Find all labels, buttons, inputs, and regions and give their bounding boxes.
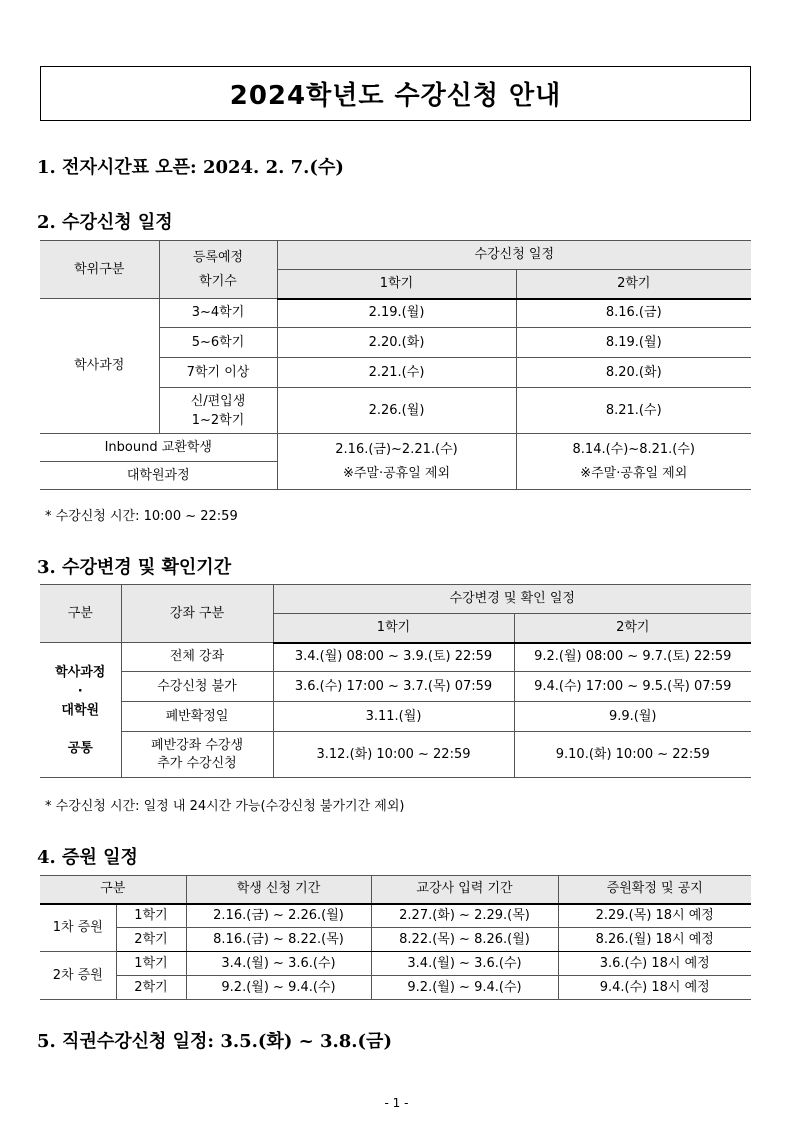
- table-cell-sem2: 8.21.(수): [516, 388, 751, 434]
- table-cell-sem1: 3.6.(수) 17:00 ~ 3.7.(목) 07:59: [273, 672, 514, 702]
- table-cell-sem1: 2.26.(월): [277, 388, 516, 434]
- registration-schedule-table: [40, 240, 751, 490]
- extra-sem1: 2.16.(금)~2.21.(수) ※주말·공휴일 제외: [277, 434, 516, 490]
- group-label: 1차 증원: [40, 904, 116, 952]
- header-sem1: 1학기: [273, 614, 514, 643]
- header-course: 강좌 구분: [121, 585, 273, 643]
- category-label: 학사과정 · 대학원 공통: [40, 643, 121, 778]
- table-cell-sem1: 2.19.(월): [277, 299, 516, 328]
- table-cell-confirm: 8.26.(월) 18시 예정: [558, 928, 751, 952]
- table-row-sem: 신/편입생 1~2학기: [159, 388, 277, 434]
- page-title: 2024학년도 수강신청 안내: [229, 81, 562, 111]
- table-cell-sem2: 9.4.(수) 17:00 ~ 9.5.(목) 07:59: [514, 672, 751, 702]
- grad-label: 대학원과정: [40, 462, 277, 490]
- section-5-heading: 5. 직권수강신청 일정: 3.5.(화) ~ 3.8.(금): [37, 1031, 392, 1052]
- table-cell-student: 3.4.(월) ~ 3.6.(수): [186, 952, 371, 976]
- table-cell-staff: 9.2.(월) ~ 9.4.(수): [371, 976, 558, 1000]
- table-row-sem: 3~4학기: [159, 299, 277, 328]
- table-cell-sem2: 8.20.(화): [516, 358, 751, 388]
- section-1-heading: 1. 전자시간표 오픈: 2024. 2. 7.(수): [37, 157, 344, 178]
- degree-label: 학사과정: [40, 299, 159, 434]
- table-cell-student: 9.2.(월) ~ 9.4.(수): [186, 976, 371, 1000]
- section-2-heading: 2. 수강신청 일정: [37, 212, 173, 233]
- header-semesters: 등록예정 학기수: [159, 241, 277, 299]
- section-4-heading: 4. 증원 일정: [37, 847, 138, 868]
- table-cell-confirm: 3.6.(수) 18시 예정: [558, 952, 751, 976]
- table-cell-staff: 8.22.(목) ~ 8.26.(월): [371, 928, 558, 952]
- table-row-course: 폐반강좌 수강생 추가 수강신청: [121, 732, 273, 778]
- table-row-course: 폐반확정일: [121, 702, 273, 732]
- table-cell-staff: 3.4.(월) ~ 3.6.(수): [371, 952, 558, 976]
- page-number: - 1 -: [384, 1096, 409, 1110]
- header-category: 구분: [40, 585, 121, 643]
- header-sem2: 2학기: [514, 614, 751, 643]
- table-cell-sem1: 2.20.(화): [277, 328, 516, 358]
- table-row-sem: 7학기 이상: [159, 358, 277, 388]
- header-sem1: 1학기: [277, 270, 516, 299]
- increase-schedule-table: [40, 875, 751, 1000]
- table-cell-sem2: 8.16.(금): [516, 299, 751, 328]
- table-row-sem: 5~6학기: [159, 328, 277, 358]
- table-cell-sem2: 9.9.(월): [514, 702, 751, 732]
- header-change-schedule: 수강변경 및 확인 일정: [273, 585, 751, 614]
- table-cell-sem1: 2.21.(수): [277, 358, 516, 388]
- header-sem2: 2학기: [516, 270, 751, 299]
- table-cell-sem2: 9.2.(월) 08:00 ~ 9.7.(토) 22:59: [514, 643, 751, 672]
- section-3-heading: 3. 수강변경 및 확인기간: [37, 557, 232, 578]
- table-cell-sem2: 9.10.(화) 10:00 ~ 22:59: [514, 732, 751, 778]
- header-category: 구분: [40, 876, 186, 904]
- table-row-sem: 1학기: [116, 904, 186, 928]
- section-2-note: * 수강신청 시간: 10:00 ~ 22:59: [45, 509, 238, 524]
- table-row-course: 수강신청 불가: [121, 672, 273, 702]
- change-period-table: [40, 584, 751, 778]
- header-schedule: 수강신청 일정: [277, 241, 751, 270]
- inbound-label: Inbound 교환학생: [40, 434, 277, 462]
- header-confirm: 증원확정 및 공지: [558, 876, 751, 904]
- table-cell-sem1: 3.4.(월) 08:00 ~ 3.9.(토) 22:59: [273, 643, 514, 672]
- table-cell-sem1: 3.12.(화) 10:00 ~ 22:59: [273, 732, 514, 778]
- table-row-sem: 2학기: [116, 976, 186, 1000]
- table-cell-sem2: 8.19.(월): [516, 328, 751, 358]
- header-student-period: 학생 신청 기간: [186, 876, 371, 904]
- table-row-course: 전체 강좌: [121, 643, 273, 672]
- table-cell-sem1: 3.11.(월): [273, 702, 514, 732]
- table-row-sem: 1학기: [116, 952, 186, 976]
- extra-sem2: 8.14.(수)~8.21.(수) ※주말·공휴일 제외: [516, 434, 751, 490]
- table-cell-student: 2.16.(금) ~ 2.26.(월): [186, 904, 371, 928]
- header-degree: 학위구분: [40, 241, 159, 299]
- header-staff-period: 교강사 입력 기간: [371, 876, 558, 904]
- table-row-sem: 2학기: [116, 928, 186, 952]
- table-cell-staff: 2.27.(화) ~ 2.29.(목): [371, 904, 558, 928]
- table-cell-confirm: 9.4.(수) 18시 예정: [558, 976, 751, 1000]
- title-box: [40, 66, 751, 121]
- table-cell-confirm: 2.29.(목) 18시 예정: [558, 904, 751, 928]
- group-label: 2차 증원: [40, 952, 116, 1000]
- section-3-note: * 수강신청 시간: 일정 내 24시간 가능(수강신청 불가기간 제외): [45, 799, 405, 814]
- table-cell-student: 8.16.(금) ~ 8.22.(목): [186, 928, 371, 952]
